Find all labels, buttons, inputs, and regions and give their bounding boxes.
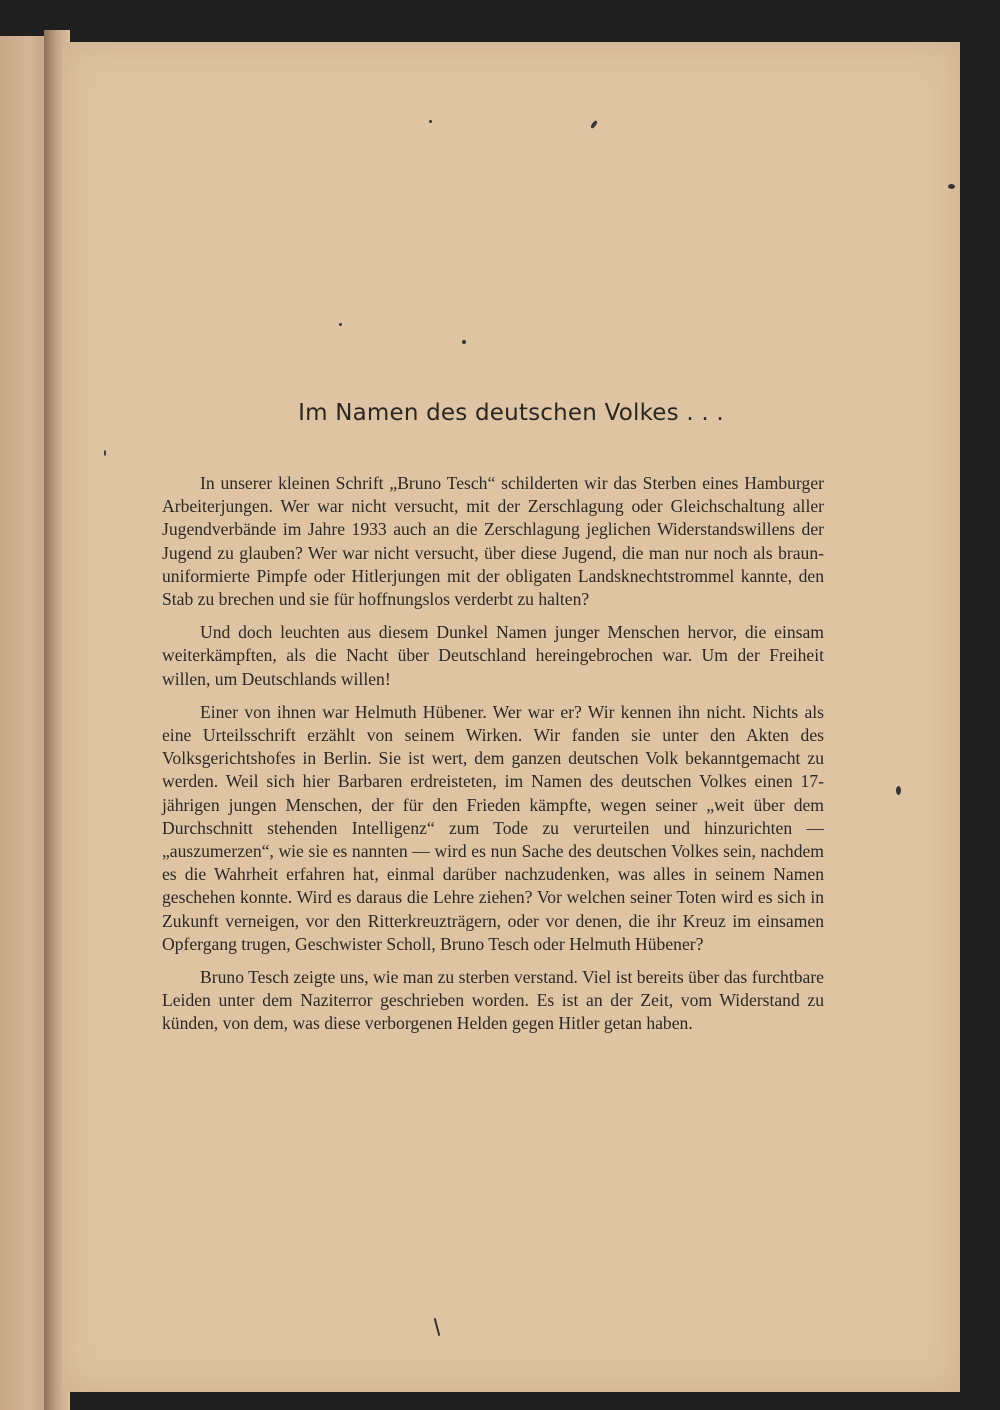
paragraph: Bruno Tesch zeigte uns, wie man zu sterben verstand. Viel ist bereits über das furchtbare Leiden unter dem Naziterror geschrieben worden. Es ist an der Zeit, vom Widerstand zu künden, von dem, was diese verborgenen Helden gegen Hitler getan haben. [162, 967, 824, 1034]
book-page [62, 42, 960, 1392]
left-page-edge [0, 36, 50, 1410]
ink-speck [429, 120, 432, 123]
paragraph: Einer von ihnen war Helmuth Hübener. Wer war er? Wir kennen ihn nicht. Nichts als eine Urteilsschrift erzählt von seinem Wirken. Wir fanden sie unter den Akten des Volksgerichtshofes in Berlin. Sie ist wert, dem ganzen deutschen Volk bekanntgemacht zu werden. Weil sich hier Barbaren erdreisteten, im Namen des deutschen Volkes einen 17-jährigen jungen Menschen, der für den Frieden kämpfte, wegen seiner „weit über dem Durchschnitt stehenden Intelligenz“ zum Tode zu verurteilen und hinzurichten — „auszumerzen“, wie sie es nannten — wird es nun Sache des deutschen Volkes sein, nachdem es die Wahrheit erfahren hat, einmal darüber nachzudenken, was alles in seinem Namen geschehen konnte. Wird es daraus die Lehre ziehen? Vor welchen seiner Toten wird es sich in Zukunft verneigen, vor den Ritterkreuzträgern, oder vor denen, die ihr Kreuz im einsamen Opfergang trugen, Geschwister Scholl, Bruno Tesch oder Helmuth Hübener? [162, 701, 824, 954]
ink-speck [590, 120, 598, 130]
ink-speck [104, 450, 106, 456]
ink-speck [948, 184, 955, 189]
body-text [162, 472, 824, 1046]
page-title: Im Namen des deutschen Volkes . . . [298, 400, 724, 426]
ink-speck [896, 786, 901, 795]
ink-speck [339, 323, 342, 326]
paragraph: In unserer kleinen Schrift „Bruno Tesch“ schilderten wir das Sterben eines Hamburger Arbeiterjungen. Wer war nicht versucht, mit der Zerschlagung oder Gleichschaltung aller Jugendverbände im Jahre 1933 auch an die Zerschlagung jeglichen Widerstandswillens der Jugend zu glauben? Wer war nicht versucht, über diese Jugend, die man nur noch als braun-uniformierte Pimpfe oder Hitlerjungen mit der obligaten Landsknechtstrommel kannte, den Stab zu brechen und sie für hoffnungslos verderbt zu halten? [162, 473, 824, 610]
ink-speck [462, 340, 466, 344]
paragraph: Und doch leuchten aus diesem Dunkel Namen junger Menschen hervor, die einsam weiterkämpften, als die Nacht über Deutschland hereingebrochen war. Um der Freiheit willen, um Deutschlands willen! [162, 622, 824, 689]
pencil-mark [434, 1318, 441, 1336]
